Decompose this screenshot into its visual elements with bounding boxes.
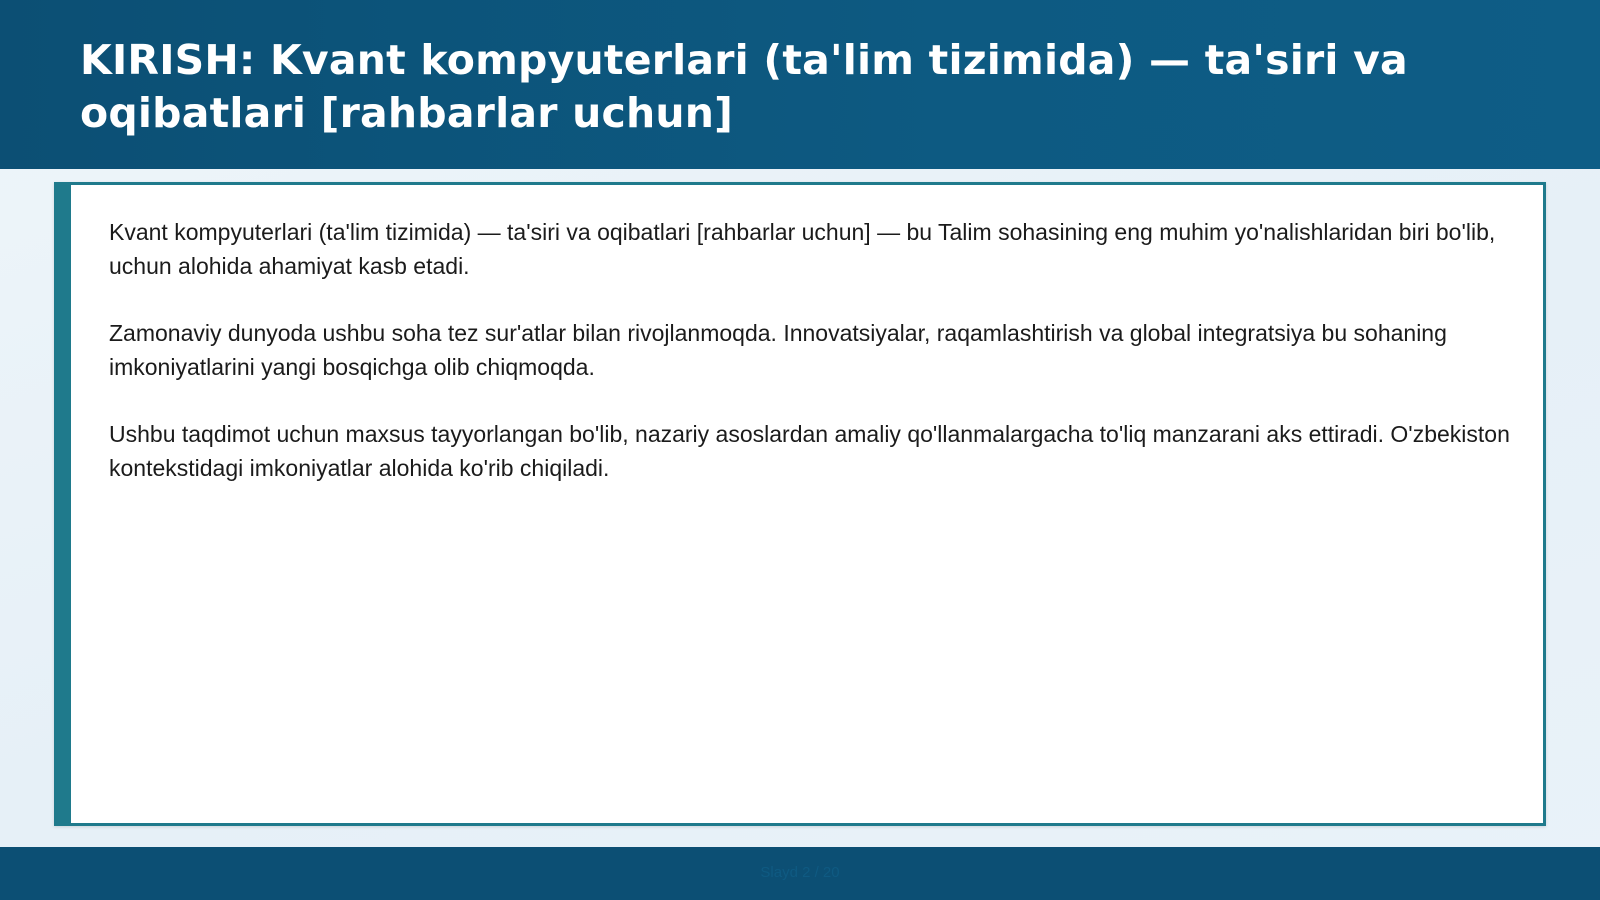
slide-title: KIRISH: Kvant kompyuterlari (ta'lim tizimida) — ta'siri va oqibatlari [rahbarlar uchun]: [80, 36, 1408, 137]
content-card: [54, 182, 1546, 826]
content-body: [109, 215, 1519, 518]
paragraph-intro: Kvant kompyuterlari (ta'lim tizimida) — ta'siri va oqibatlari [rahbarlar uchun] — bu Talim sohasining eng muhim yo'nalishlaridan biri bo'lib, uchun alohida ahamiyat kasb etadi.: [109, 219, 1496, 279]
paragraph-modern-world: Zamonaviy dunyoda ushbu soha tez sur'atlar bilan rivojlanmoqda. Innovatsiyalar, raqamlashtirish va global integratsiya bu sohaning imkoniyatlarini yangi bosqichga olib chiqmoqda.: [109, 320, 1447, 380]
footer-bar: [0, 847, 1600, 900]
paragraph-presentation-purpose: Ushbu taqdimot uchun maxsus tayyorlangan bo'lib, nazariy asoslardan amaliy qo'llanmalargacha to'liq manzarani aks ettiradi. O'zbekiston kontekstidagi imkoniyatlar alohida ko'rib chiqiladi.: [109, 421, 1510, 481]
header-bar: [0, 0, 1600, 169]
slide-number: Slayd 2 / 20: [760, 864, 840, 881]
